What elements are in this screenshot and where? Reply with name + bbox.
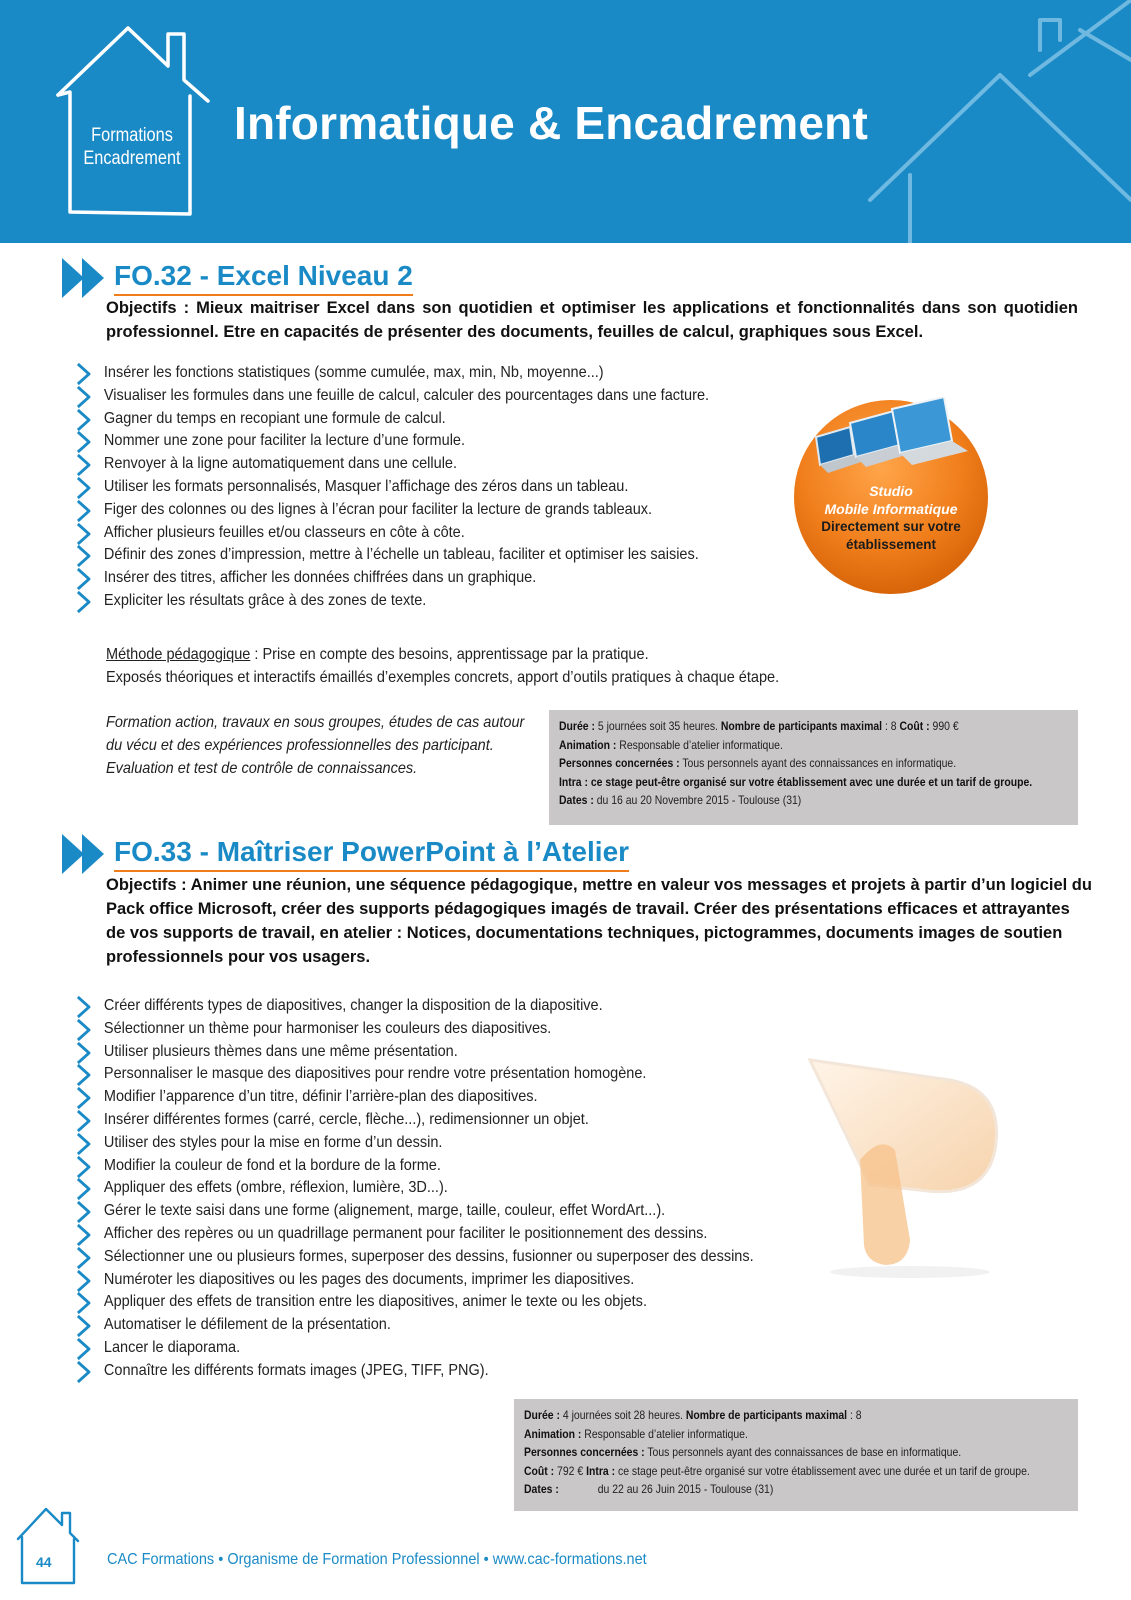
double-chevron-icon — [62, 258, 108, 298]
chevron-bullet-icon — [76, 454, 93, 476]
footer-text: CAC Formations • Organisme de Formation Professionnel • www.cac-formations.net — [107, 1551, 647, 1568]
methode-label: Méthode pédagogique — [106, 646, 251, 663]
list-item — [76, 476, 709, 499]
chevron-bullet-icon — [76, 500, 93, 522]
objectifs-text: Objectifs : Mieux maitriser Excel dans son quotidien et optimiser les applications et fonctionnalités dans son quotidien professionnel. Etre en capacités de présenter des documents, feuilles de calcul, graphiques sous Excel. — [106, 299, 1078, 341]
list-item-text: Automatiser le défilement de la présentation. — [103, 1316, 391, 1334]
list-item-text: Nommer une zone pour faciliter la lecture d’une formule. — [103, 432, 466, 450]
list-item-text: Sélectionner un thème pour harmoniser les couleurs des diapositives. — [103, 1019, 552, 1037]
list-item — [76, 995, 754, 1018]
chevron-bullet-icon — [76, 1292, 93, 1314]
list-item-text: Connaître les différents formats images (JPEG, TIFF, PNG). — [103, 1361, 489, 1379]
objectifs-text: Objectifs : Animer une réunion, une séquence pédagogique, mettre en valeur vos messages et projets à partir d’un logiciel du Pack office Microsoft, créer des supports pédagogiques imagés de travail. Créer des présentations efficaces et attrayantes de vos supports de travail, en atelier : Notices, documentations techniques, pictogrammes, documents images de soutien professionnels pour vos usagers. — [106, 876, 1092, 966]
chevron-bullet-icon — [76, 1338, 93, 1360]
page-title: Informatique & Encadrement — [234, 97, 868, 149]
chevron-bullet-icon — [76, 996, 93, 1018]
list-item — [76, 1155, 754, 1178]
chevron-bullet-icon — [76, 1156, 93, 1178]
list-item — [76, 1132, 754, 1155]
list-item — [76, 453, 709, 476]
chevron-bullet-icon — [76, 1201, 93, 1223]
list-item — [76, 567, 709, 590]
list-item-text: Lancer le diaporama. — [103, 1338, 241, 1356]
list-item-text: Utiliser plusieurs thèmes dans une même présentation. — [103, 1042, 458, 1060]
house-icon — [14, 1505, 80, 1585]
list-item — [76, 1269, 754, 1292]
list-item — [76, 362, 709, 385]
list-item-text: Numéroter les diapositives ou les pages des documents, imprimer les diapositives. — [103, 1270, 635, 1288]
list-item-text: Modifier l’apparence d’un titre, définir l’arrière-plan des diapositives. — [103, 1088, 538, 1106]
chevron-bullet-icon — [76, 431, 93, 453]
list-item — [76, 1086, 754, 1109]
list-item-text: Appliquer des effets de transition entre les diapositives, animer le texte ou les objets. — [103, 1293, 647, 1311]
list-item — [76, 408, 709, 431]
list-item-text: Personnaliser le masque des diapositives pour rendre votre présentation homogène. — [103, 1065, 647, 1083]
section-title: FO.32 - Excel Niveau 2 — [114, 260, 413, 296]
list-item — [76, 1223, 754, 1246]
bullet-list — [76, 362, 757, 613]
chevron-bullet-icon — [76, 1087, 93, 1109]
list-item-text: Modifier la couleur de fond et la bordure de la forme. — [103, 1156, 441, 1174]
section-heading-fo33 — [62, 834, 629, 874]
chevron-bullet-icon — [76, 477, 93, 499]
chevron-bullet-icon — [76, 1064, 93, 1086]
section-heading-fo32 — [62, 258, 413, 298]
list-item-text: Appliquer des effets (ombre, réflexion, lumière, 3D...). — [103, 1179, 448, 1197]
list-item-text: Sélectionner une ou plusieurs formes, superposer des dessins, fusionner ou superposer des dessins. — [103, 1247, 754, 1265]
chevron-bullet-icon — [76, 545, 93, 567]
list-item — [76, 1360, 754, 1383]
powerpoint-logo-icon — [800, 1040, 1010, 1280]
list-item-text: Insérer les fonctions statistiques (somme cumulée, max, min, Nb, moyenne...) — [103, 364, 604, 381]
list-item — [76, 1291, 754, 1314]
list-item-text: Visualiser les formules dans une feuille de calcul, calculer des pourcentages dans une facture. — [103, 386, 710, 404]
list-item — [76, 1018, 754, 1041]
info-box: Durée : 5 journées soit 35 heures. Nombre de participants maximal : 8 Coût : 990 € Animation : Responsable d’atelier informatique. Personnes concernées : Tous personnels ayant des connaissances en informatique. Intra : ce stage peut-être organisé sur votre établissement avec une durée et un tarif de groupe. Dates : du 16 au 20 Novembre 2015 - Toulouse (31) — [549, 710, 1078, 825]
page-header — [0, 0, 1131, 243]
list-item — [76, 385, 709, 408]
chevron-bullet-icon — [76, 1361, 93, 1383]
list-item-text: Figer des colonnes ou des lignes à l’écran pour faciliter la lecture de grands tableaux. — [103, 500, 653, 518]
list-item — [76, 1314, 754, 1337]
list-item — [76, 430, 709, 453]
list-item-text: Utiliser des styles pour la mise en forme d’un dessin. — [103, 1133, 443, 1151]
list-item-text: Gagner du temps en recopiant une formule de calcul. — [103, 409, 446, 427]
info-box: Durée : 4 journées soit 28 heures. Nombre de participants maximal : 8 Animation : Responsable d’atelier informatique. Personnes concernées : Tous personnels ayant des connaissances de base en informatique. Coût : 792 € Intra : ce stage peut-être organisé sur votre établissement avec une durée et un tarif de groupe. Dates : du 22 au 26 Juin 2015 - Toulouse (31) — [514, 1399, 1078, 1511]
list-item-text: Insérer différentes formes (carré, cercle, flèche...), redimensionner un objet. — [103, 1110, 589, 1128]
chevron-bullet-icon — [76, 1247, 93, 1269]
methode-pedagogique: Méthode pédagogique : Prise en compte des besoins, apprentissage par la pratique. Exposés théoriques et interactifs émaillés d’exemples concrets, apport d’outils pratiques à chaque étape. — [106, 646, 780, 686]
formation-note: Formation action, travaux en sous groupes, études de cas autour du vécu et des expériences professionnelles des participant. Evaluation et test de contrôle de connaissances. — [106, 714, 525, 777]
brand-label: Formations Encadrement — [83, 125, 181, 169]
bullet-list — [76, 995, 805, 1383]
list-item-text: Insérer des titres, afficher les données chiffrées dans un graphique. — [103, 569, 537, 587]
chevron-bullet-icon — [76, 568, 93, 590]
chevron-bullet-icon — [76, 1178, 93, 1200]
list-item — [76, 1200, 754, 1223]
list-item — [76, 499, 709, 522]
list-item-text: Expliciter les résultats grâce à des zones de texte. — [103, 591, 427, 609]
chevron-bullet-icon — [76, 1110, 93, 1132]
list-item — [76, 1109, 754, 1132]
chevron-bullet-icon — [76, 1019, 93, 1041]
badge-label: Studio Mobile Informatique Directement sur votre établissement — [821, 483, 961, 552]
chevron-bullet-icon — [76, 1270, 93, 1292]
chevron-bullet-icon — [76, 1133, 93, 1155]
list-item — [76, 1177, 754, 1200]
list-item-text: Afficher plusieurs feuilles et/ou classeurs en côte à côte. — [103, 523, 465, 541]
list-item-text: Renvoyer à la ligne automatiquement dans une cellule. — [103, 455, 458, 473]
chevron-bullet-icon — [76, 1042, 93, 1064]
list-item — [76, 1246, 754, 1269]
list-item-text: Utiliser les formats personnalisés, Masquer l’affichage des zéros dans un tableau. — [103, 477, 629, 495]
list-item — [76, 1337, 754, 1360]
chevron-bullet-icon — [76, 523, 93, 545]
list-item-text: Définir des zones d’impression, mettre à l’échelle un tableau, faciliter et optimiser les saisies. — [103, 546, 699, 564]
chevron-bullet-icon — [76, 363, 93, 385]
list-item — [76, 1063, 754, 1086]
chevron-bullet-icon — [76, 591, 93, 613]
list-item-text: Gérer le texte saisi dans une forme (alignement, marge, taille, couleur, effet WordArt...). — [103, 1202, 666, 1220]
list-item — [76, 590, 709, 613]
chevron-bullet-icon — [76, 1224, 93, 1246]
chevron-bullet-icon — [76, 1315, 93, 1337]
list-item — [76, 544, 709, 567]
list-item — [76, 1041, 754, 1064]
double-chevron-icon — [62, 834, 108, 874]
chevron-bullet-icon — [76, 409, 93, 431]
list-item — [76, 522, 709, 545]
list-item-text: Afficher des repères ou un quadrillage permanent pour faciliter le positionnement des dessins. — [103, 1224, 708, 1242]
chevron-bullet-icon — [76, 386, 93, 408]
list-item-text: Créer différents types de diapositives, changer la disposition de la diapositive. — [103, 997, 603, 1014]
page-number: 44 — [36, 1554, 52, 1570]
section-title: FO.33 - Maîtriser PowerPoint à l’Atelier — [114, 836, 629, 872]
